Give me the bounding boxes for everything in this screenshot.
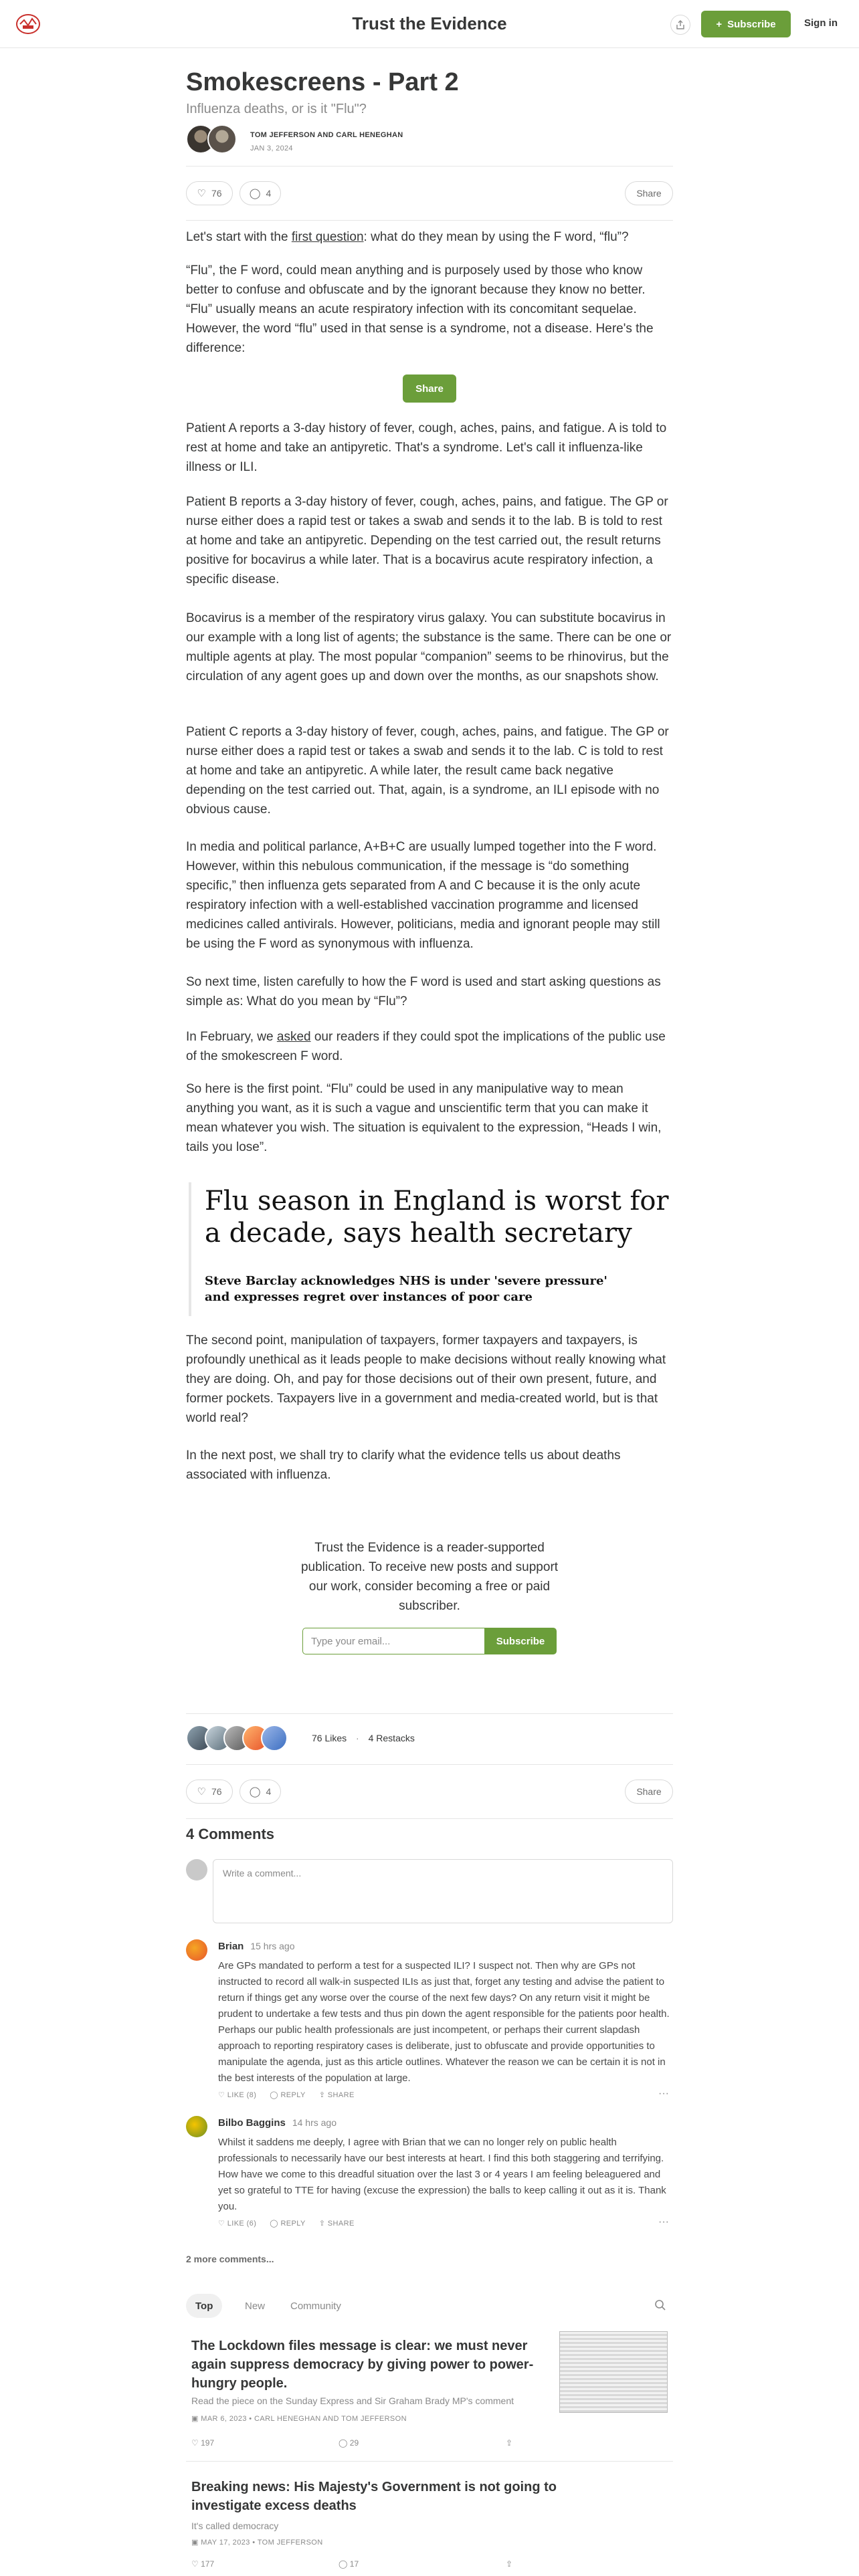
paragraph: “Flu”, the F word, could mean anything and is purposely used by those who know better to confuse and obfuscate and by the ignorant because they know no better. “Flu” usually means an acute respiratory infection with its concomitant sequelae. However, the word “flu” used in that sense is a syndrome, not a disease. Here's the difference: (186, 263, 654, 355)
commenter-avatar[interactable] (186, 2116, 207, 2137)
commenter-name[interactable]: Bilbo Baggins (218, 2117, 286, 2129)
comment-count: 4 (266, 1786, 272, 1797)
post-meta-text: MAR 6, 2023 • CARL HENEGHAN AND TOM JEFFERSON (201, 2415, 407, 2423)
liker-avatar[interactable] (261, 1725, 288, 1751)
comment-like-button[interactable]: ♡ LIKE (8) (218, 2091, 257, 2099)
paragraph: The second point, manipulation of taxpayers, former taxpayers and taxpayers, is profoundly unethical as it leads people to make decisions without really knowing what they are doing. Oh, and pay for those decisions out of their own present, future, and former pockets. Taxpayers live in a government and media-created world, but is that world real? (186, 1333, 666, 1425)
post-action-bar-bottom (186, 1764, 673, 1819)
separator: · (356, 1733, 359, 1743)
heart-icon: ♡ (197, 1786, 206, 1798)
plus-icon: + (716, 18, 723, 30)
post-stats (191, 2438, 539, 2448)
site-title[interactable]: Trust the Evidence (352, 13, 507, 33)
comment-share-button[interactable]: ⇪ SHARE (318, 2220, 355, 2228)
comment-text: Whilst it saddens me deeply, I agree with Brian that we can no longer rely on public health professionals to necessarily have our best interests at heart. I find this both staggering and terrifying. How have we come to this dreadful situation over the last 3 or 4 years I am feeling beleaguered and yet so grateful to TTE for having (excuse the expression) the balls to keep calling it out as it is. Thank you. (218, 2137, 666, 2212)
comment-reply-button[interactable]: ◯ REPLY (270, 2220, 306, 2228)
commenter-name[interactable]: Brian (218, 1941, 244, 1952)
comment-icon: ◯ (249, 188, 261, 199)
post-comment-count: 17 (349, 2559, 359, 2569)
post-title[interactable]: The Lockdown files message is clear: we must never again suppress democracy by giving power to power-hungry people. (191, 2339, 534, 2391)
article-title: Smokescreens - Part 2 (186, 68, 459, 96)
subscribe-button[interactable] (701, 11, 791, 37)
post-like-count: 177 (201, 2559, 215, 2569)
more-options-icon[interactable]: ··· (658, 2088, 669, 2099)
byline (186, 124, 673, 158)
first-question-link[interactable]: first question (291, 230, 364, 244)
subscribe-label: Subscribe (727, 18, 776, 30)
comment-button[interactable] (240, 181, 281, 205)
text: our readers if they could spot the implications of the public use of the smokescreen F word. (186, 1030, 666, 1063)
comments-heading: 4 Comments (186, 1826, 275, 1842)
like-count: 76 (211, 188, 222, 199)
comment-time[interactable]: 15 hrs ago (250, 1941, 295, 1951)
tab-new[interactable]: New (245, 2300, 266, 2312)
comment-actions (218, 2090, 355, 2099)
search-icon[interactable] (654, 2299, 666, 2315)
post-comment-count: 29 (349, 2438, 359, 2448)
share-button[interactable]: Share (625, 1780, 673, 1804)
comment-icon: ◯ (249, 1786, 261, 1798)
post-meta-text: MAY 17, 2023 • TOM JEFFERSON (201, 2539, 323, 2547)
post-share-icon[interactable]: ⇪ (506, 2559, 513, 2569)
heart-icon: ♡ (197, 188, 206, 199)
post-stats (191, 2559, 539, 2569)
share-button[interactable]: Share (625, 181, 673, 205)
paragraph: So here is the first point. “Flu” could be used in any manipulative way to mean anything you want, as it is such a vague and unscientific term that you can make it mean whatever you wish. The situation is equivalent to the expression, “Heads I win, tails you lose”. (186, 1082, 662, 1154)
post-comments[interactable]: ◯ 29 (339, 2438, 359, 2448)
post-preview[interactable] (186, 2461, 673, 2576)
commenter-info (218, 2117, 337, 2129)
post-title[interactable]: Breaking news: His Majesty's Government is not going to investigate excess deaths (191, 2480, 557, 2513)
paragraph: Patient B reports a 3-day history of fever, cough, aches, pains, and fatigue. The GP or nurse either does a rapid test or takes a swab and sends it to the lab. B is told to rest at home and take an antipyretic. Depending on the test carried out, the result returns positive for bocavirus a while later. That is a bocavirus acute respiratory infection, a specific disease. (186, 495, 668, 586)
paragraph: So next time, listen carefully to how the F word is used and start asking questions as simple as: What do you mean by “Flu”? (186, 975, 661, 1008)
share-button-inline[interactable]: Share (403, 374, 456, 403)
email-subscribe-button[interactable]: Subscribe (484, 1628, 557, 1654)
post-subtitle: Read the piece on the Sunday Express and Sir Graham Brady MP's comment (191, 2395, 514, 2406)
paragraph (186, 1027, 673, 1066)
reply-label: REPLY (280, 2220, 306, 2228)
asked-link[interactable]: asked (276, 1030, 311, 1044)
post-like-count: 197 (201, 2438, 215, 2448)
author-avatar[interactable] (207, 124, 237, 154)
like-button[interactable] (186, 181, 233, 205)
post-action-bar (186, 166, 673, 221)
text: In February, we (186, 1030, 277, 1044)
archive-tabs (186, 2294, 673, 2321)
likes-restacks-summary[interactable] (312, 1733, 415, 1743)
text: : what do they mean by using the F word, “flu”? (363, 230, 629, 244)
calendar-icon: ▣ (191, 2539, 201, 2547)
embedded-standfirst: Steve Barclay acknowledges NHS is under 'severe pressure' and expresses regret over instances of poor care (205, 1274, 607, 1304)
comment-count: 4 (266, 188, 272, 199)
post-likes[interactable]: ♡ 197 (191, 2438, 215, 2448)
like-button[interactable] (186, 1780, 233, 1804)
publish-date: JAN 3, 2024 (250, 144, 293, 152)
text: Let's start with the (186, 230, 292, 244)
comment-input[interactable]: Write a comment... (213, 1859, 673, 1923)
calendar-icon: ▣ (191, 2415, 201, 2423)
tab-community[interactable]: Community (290, 2300, 341, 2312)
comment (186, 2116, 673, 2236)
paragraph: In the next post, we shall try to clarify what the evidence tells us about deaths associated with influenza. (186, 1448, 621, 1482)
embedded-headline-image (189, 1182, 673, 1316)
user-avatar (186, 1859, 207, 1881)
comment (186, 1939, 673, 2107)
post-thumbnail[interactable] (559, 2331, 668, 2413)
post-meta (191, 2538, 323, 2547)
author-names[interactable]: TOM JEFFERSON AND CARL HENEGHAN (250, 131, 403, 139)
tab-top[interactable]: Top (186, 2294, 222, 2318)
comment-like-button[interactable]: ♡ LIKE (6) (218, 2220, 257, 2228)
paragraph (186, 227, 673, 247)
sign-in-link[interactable]: Sign in (804, 17, 838, 29)
like-count: 76 (211, 1786, 222, 1797)
post-likes[interactable]: ♡ 177 (191, 2559, 215, 2569)
post-preview[interactable] (186, 2321, 673, 2461)
comment-actions (218, 2219, 355, 2228)
comment-button[interactable] (240, 1780, 281, 1804)
subscribe-prompt: Trust the Evidence is a reader-supported publication. To receive new posts and support our work, consider becoming a free or paid subscriber. (300, 1541, 559, 1613)
article-subtitle: Influenza deaths, or is it "Flu"? (186, 102, 367, 116)
share-label: SHARE (327, 2220, 355, 2228)
post-meta (191, 2414, 407, 2423)
likes-row (186, 1713, 673, 1764)
post-subtitle: It's called democracy (191, 2520, 279, 2531)
comment-share-button[interactable]: ⇪ SHARE (318, 2091, 355, 2099)
more-options-icon[interactable]: ··· (658, 2216, 669, 2228)
top-nav (0, 0, 859, 48)
comment-text: Are GPs mandated to perform a test for a suspected ILI? I suspect not. Then why are GPs not instructed to record all walk-in suspected ILIs as just that, forget any testing and advise the patient to return if things get any worse over the course of the next few days? On any return visit it might be prudent to undertake a few tests and thus pin down the agent responsible for the patients poor health. Perhaps our public health professionals are just incompetent, or perhaps their current slapdash approach to reporting respiratory cases is deliberate, just to obfuscate and provide opportunities to manipulate the agenda, just as this article outlines. Whatever the reason we can be certain it is not in the best interests of the population at large. (218, 1960, 670, 2084)
email-input[interactable]: Type your email... (302, 1628, 484, 1654)
commenter-avatar[interactable] (186, 1939, 207, 1961)
commenter-info (218, 1941, 295, 1952)
paragraph: Patient A reports a 3-day history of fever, cough, aches, pains, and fatigue. A is told to rest at home and take an antipyretic. That's a syndrome. Let's call it influenza-like illness or ILI. (186, 421, 667, 474)
post-share-icon[interactable]: ⇪ (506, 2438, 513, 2448)
share-label: SHARE (327, 2091, 355, 2099)
like-label: LIKE (8) (227, 2091, 257, 2099)
reply-label: REPLY (280, 2091, 306, 2099)
share-icon[interactable] (670, 15, 690, 35)
embedded-headline: Flu season in England is worst for a decade, says health secretary (205, 1186, 669, 1249)
comment-time[interactable]: 14 hrs ago (292, 2117, 337, 2128)
paragraph: Patient C reports a 3-day history of fever, cough, aches, pains, and fatigue. The GP or nurse either does a rapid test or takes a swab and sends it to the lab. C is told to rest at home and take an antipyretic. A while later, the result came back negative depending on the test carried out. That, again, is a syndrome, an ILI episode with no obvious cause. (186, 725, 669, 817)
likes-total: 76 Likes (312, 1733, 347, 1743)
paragraph: Bocavirus is a member of the respiratory virus galaxy. You can substitute bocavirus in our example with a long list of agents; the substance is the same. There can be one or multiple agents at play. The most popular “companion” seems to be rhinovirus, but the circulation of any agent goes up and down over the months, as our snapshots show. (186, 611, 672, 683)
post-comments[interactable]: ◯ 17 (339, 2559, 359, 2569)
more-comments-link[interactable]: 2 more comments... (186, 2254, 274, 2264)
restacks-total: 4 Restacks (368, 1733, 415, 1743)
paragraph: In media and political parlance, A+B+C are usually lumped together into the F word. However, within this nebulous communication, if the message is “do something specific,” then influenza gets separated from A and C because it is the only acute respiratory infection with a well-established vaccination programme and licensed medicines called antivirals. However, politicians, media and ignorant people may still be using the F word as synonymous with influenza. (186, 840, 660, 951)
comment-reply-button[interactable]: ◯ REPLY (270, 2091, 306, 2099)
like-label: LIKE (6) (227, 2220, 257, 2228)
